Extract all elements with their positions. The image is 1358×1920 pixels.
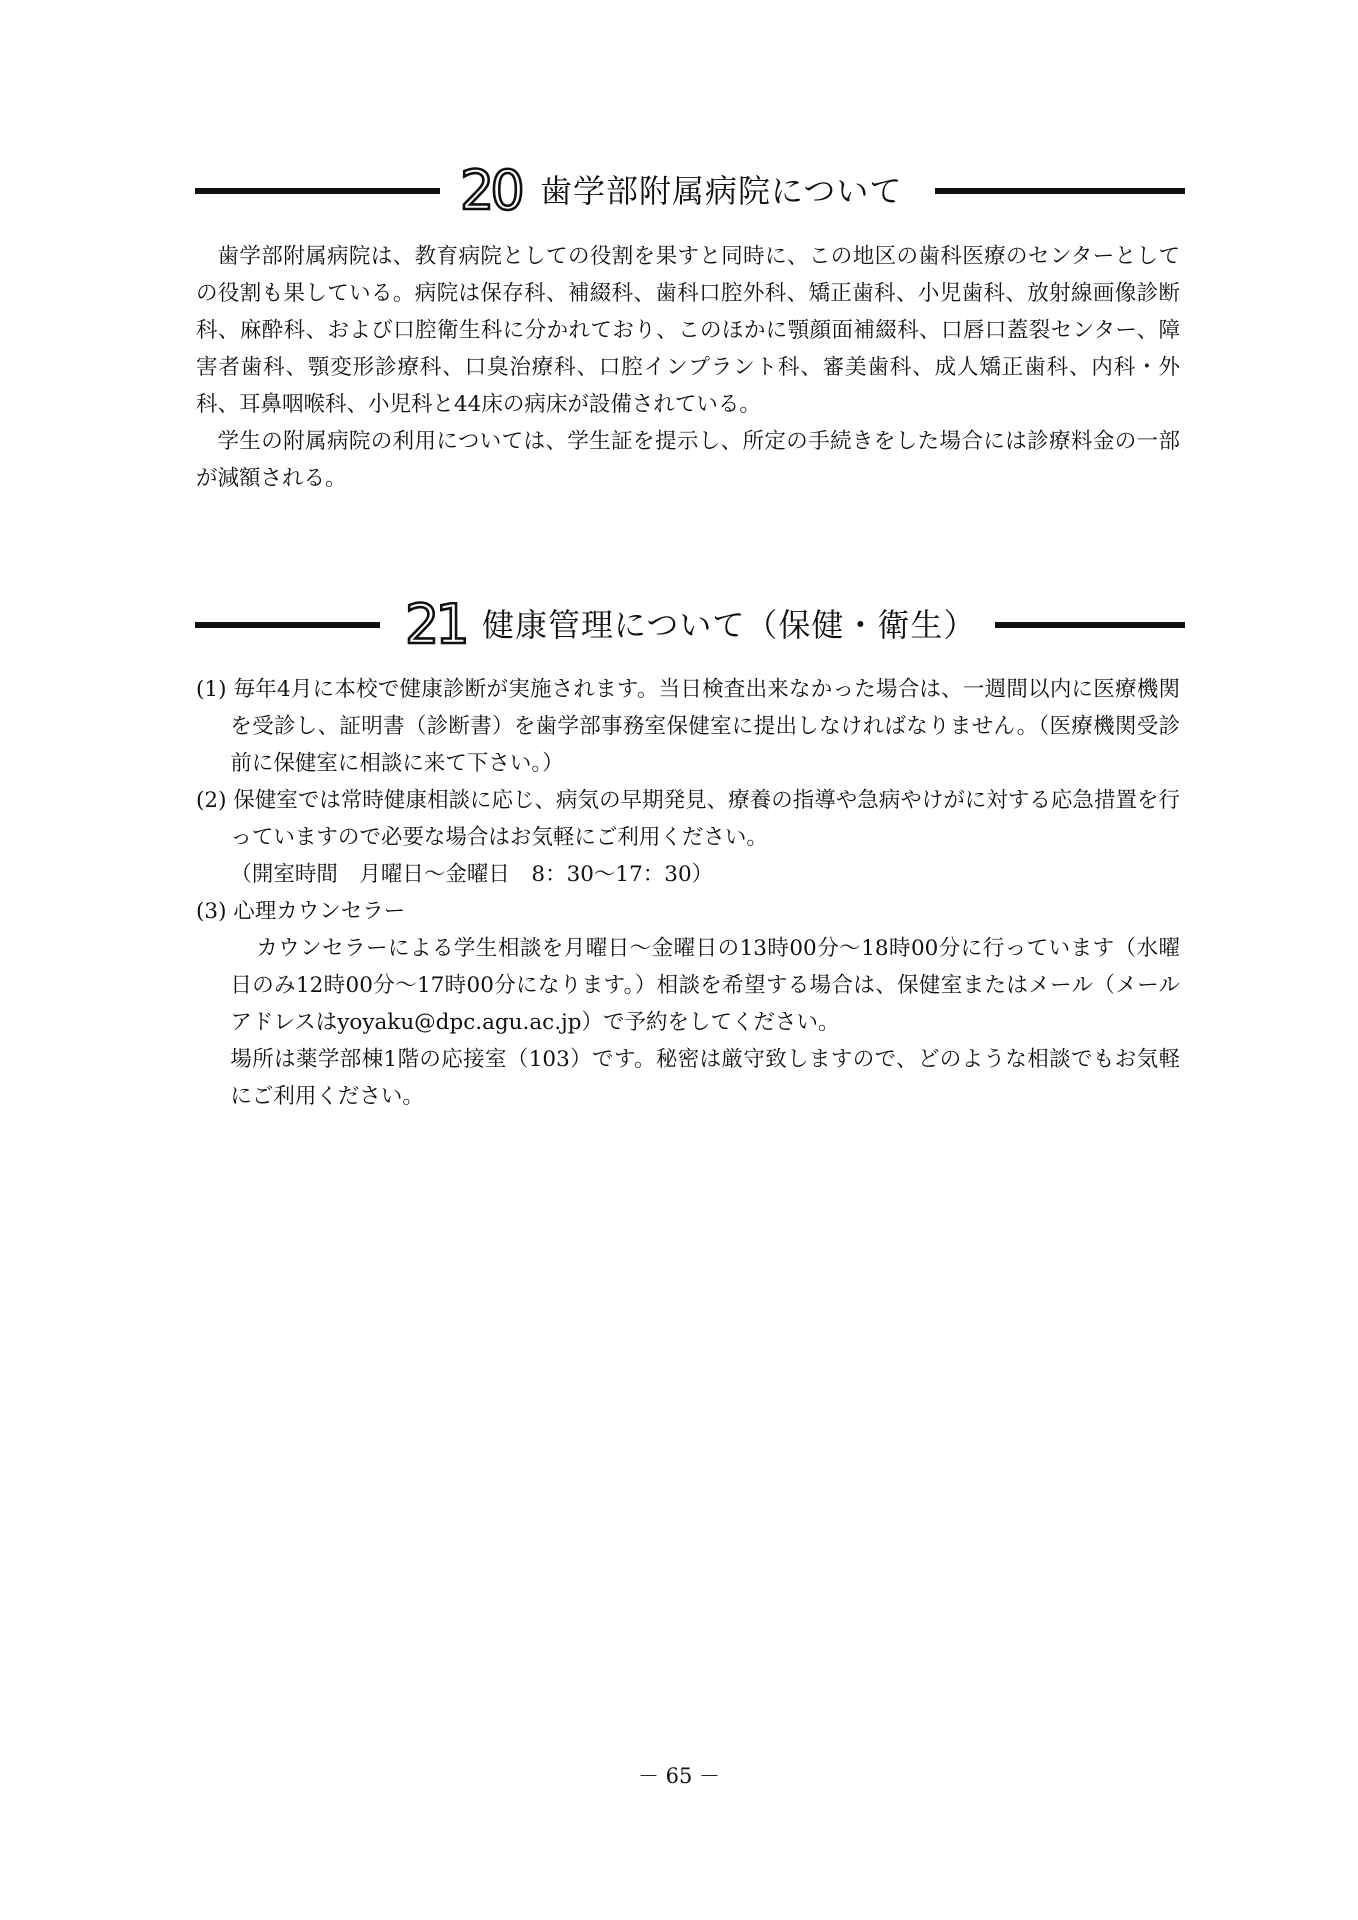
section-20-body — [196, 238, 1180, 497]
section-21-body — [196, 671, 1180, 1115]
section-number: 20 — [460, 159, 521, 222]
heading-rule-right — [935, 188, 1185, 194]
heading-rule-right — [995, 622, 1185, 628]
office-hours: （開室時間 月曜日～金曜日 8：30～17：30） — [230, 862, 714, 887]
section-title: 健康管理について（保健・衛生） — [482, 606, 977, 644]
list-item: (2) 保健室では常時健康相談に応じ、病気の早期発見、療養の指導や急病やけがに対する応急措置を行っていますので必要な場合はお気軽にご利用ください。 — [196, 788, 1180, 850]
list-item: (3) 心理カウンセラー — [196, 899, 406, 924]
counselor-text: カウンセラーによる学生相談を月曜日～金曜日の13時00分～18時00分に行っています（水曜日のみ12時00分～17時00分になります。）相談を希望する場合は、保健室またはメール（メールアドレスはyoyaku@dpc.agu.ac.jp）で予約をしてください。 — [230, 936, 1180, 1035]
section-number: 21 — [405, 593, 466, 656]
paragraph: 学生の附属病院の利用については、学生証を提示し、所定の手続きをした場合には診療料金の一部が減額される。 — [196, 429, 1180, 491]
section-20-heading — [195, 156, 1185, 226]
heading-rule-left — [195, 622, 380, 628]
heading-rule-left — [195, 188, 440, 194]
list-item: (1) 毎年4月に本校で健康診断が実施されます。当日検査出来なかった場合は、一週間以内に医療機関を受診し、証明書（診断書）を歯学部事務室保健室に提出しなければなりません。（医療機関受診前に保健室に相談に来て下さい。） — [196, 677, 1180, 776]
counselor-location: 場所は薬学部棟1階の応接室（103）です。秘密は厳守致しますので、どのような相談でもお気軽にご利用ください。 — [230, 1047, 1180, 1109]
section-21-heading — [195, 590, 1185, 660]
section-title: 歯学部附属病院について — [540, 172, 903, 210]
paragraph: 歯学部附属病院は、教育病院としての役割を果すと同時に、この地区の歯科医療のセンターとしての役割も果している。病院は保存科、補綴科、歯科口腔外科、矯正歯科、小児歯科、放射線画像診断科、麻酔科、および口腔衛生科に分かれており、このほかに顎顔面補綴科、口唇口蓋裂センター、障害者歯科、顎変形診療科、口臭治療科、口腔インプラント科、審美歯科、成人矯正歯科、内科・外科、耳鼻咽喉科、小児科と44床の病床が設備されている。 — [196, 244, 1180, 417]
page-number: － 65 － — [637, 1764, 721, 1788]
